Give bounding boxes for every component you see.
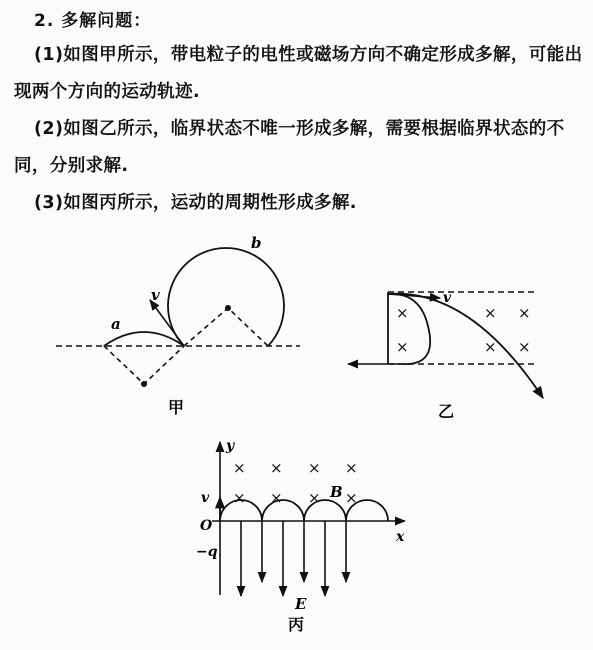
paragraph-2-text: (2)如图乙所示，临界状态不唯一形成多解，需要根据临界状态的不同，分别求解. [14, 119, 565, 176]
field-mark: × [484, 304, 497, 322]
label-b: b [251, 234, 262, 252]
field-mark: × [345, 459, 358, 477]
label-charge: −q [196, 544, 218, 560]
section-heading: 2. 多解问题： [34, 11, 152, 31]
label-b-field: B [330, 483, 343, 501]
radius-lines-b [184, 308, 268, 346]
field-mark: × [396, 304, 409, 322]
radius-lines-a [104, 346, 184, 384]
paragraph-1-text: (1)如图甲所示，带电粒子的电性或磁场方向不确定形成多解，可能出现两个方向的运动轨迹. [14, 45, 583, 102]
label-v-yi: v [443, 290, 452, 306]
field-mark: × [233, 489, 246, 507]
label-origin: O [200, 518, 213, 534]
trajectory-small [388, 294, 430, 364]
field-mark: × [270, 459, 283, 477]
caption-yi: 乙 [438, 402, 455, 421]
field-mark: × [308, 489, 321, 507]
figure-yi [348, 292, 543, 398]
label-a: a [111, 315, 121, 333]
field-mark: × [396, 338, 409, 356]
label-v-bing: v [201, 490, 210, 506]
field-mark: × [308, 459, 321, 477]
velocity-arrow [150, 300, 184, 346]
label-x: x [396, 529, 405, 545]
field-mark: × [518, 338, 531, 356]
paragraph-3-text: (3)如图丙所示，运动的周期性形成多解. [34, 193, 357, 213]
trajectory-b [168, 248, 284, 346]
field-mark: × [345, 489, 358, 507]
center-a-dot [141, 381, 147, 387]
field-mark: × [518, 304, 531, 322]
label-y: y [226, 438, 235, 454]
label-e-field: E [295, 595, 307, 613]
field-mark: × [233, 459, 246, 477]
label-v: v [151, 286, 160, 304]
caption-jia: 甲 [168, 398, 185, 417]
figure-jia [56, 248, 300, 387]
field-mark: × [270, 489, 283, 507]
trajectory-a [104, 332, 184, 346]
field-mark: × [484, 338, 497, 356]
center-b-dot [225, 305, 231, 311]
field-marks-yi [396, 304, 531, 356]
caption-bing: 丙 [288, 615, 305, 634]
